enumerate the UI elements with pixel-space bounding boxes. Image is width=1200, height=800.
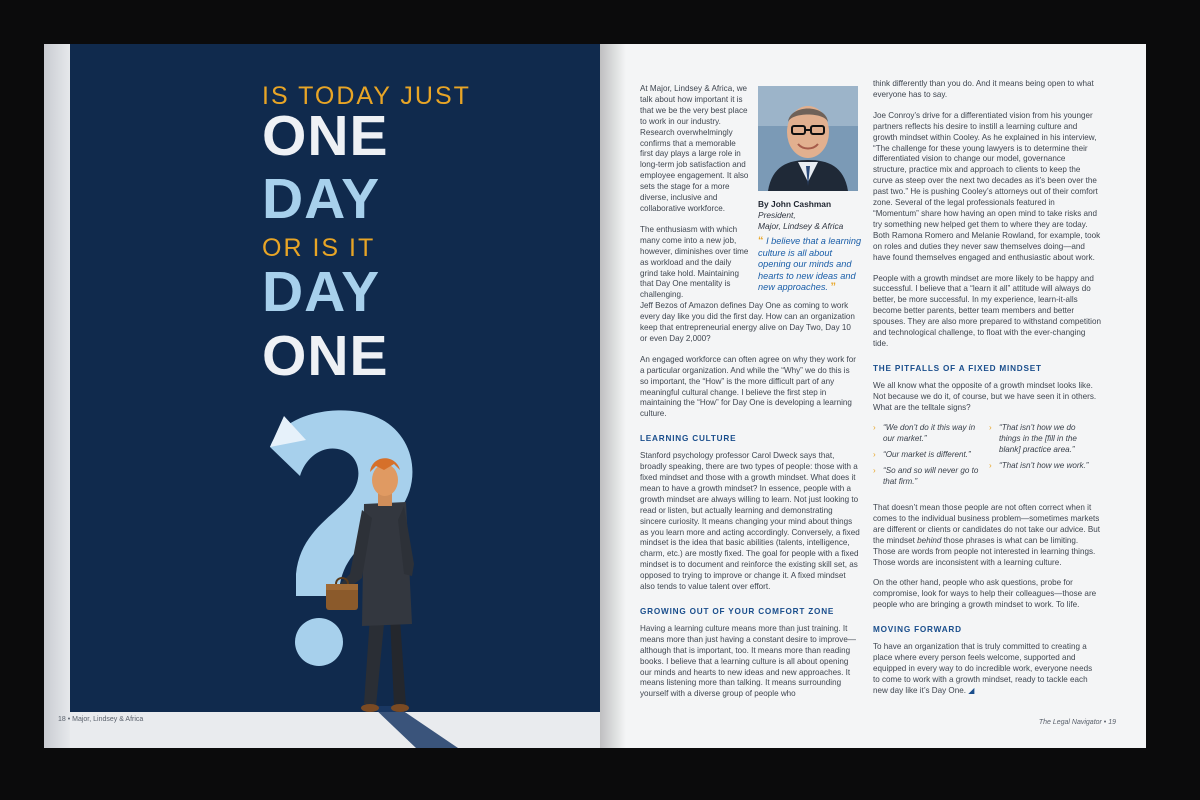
- list-item: › “Our market is different.”: [873, 450, 971, 460]
- intro-paragraph: At Major, Lindsey & Africa, we talk about how important it is that we be the very best place to work in our industry. Research overwhelmingly confirms that a memorable first day plays a large role in long-term job satisfaction and employee engagement. It also sets the stage for a more diverse, inclusive and collaborative workforce.: [640, 84, 749, 213]
- right-page: [600, 44, 1146, 748]
- bullet-arrow-icon: ›: [873, 423, 876, 433]
- bullet-column-right: [989, 423, 1095, 493]
- quote-open-icon: “: [758, 235, 764, 247]
- paragraph-conroy: Joe Conroy’s drive for a differentiated vision from his younger partners reflects his desire to instill a learning culture and growth mindset within Cooley. As he explained in his interview, “The challenge for these young lawyers is to determine their differentiated vision to change our model, governance structure, practice mix and approach to clients to keep the curve as steep over the next two decades as it’s been over the past two.” He is pushing Cooley’s attorneys out of their comfort zone. Several of the legal professionals featured in “Momentum” share how having an open mind to take risks and try something new helped get them to where they are today. Both Ramona Romero and Melanie Rowland, for example, took on roles and duties they never saw themselves doing—and have found themselves engaged and enthusiastic about work.: [873, 110, 1101, 262]
- question-mark-illustration: [44, 44, 600, 748]
- author-title: President,: [758, 210, 796, 220]
- left-page: [44, 44, 600, 748]
- bullet-column-left: [873, 423, 979, 493]
- paragraph-enthusiasm: The enthusiasm with which many come into a new job, however, diminishes over time as workload and the daily grind take hold. Maintaining that Day One mentality is challenging.: [640, 224, 749, 300]
- right-page-folio: The Legal Navigator • 19: [1038, 719, 1116, 726]
- bullet-arrow-icon: ›: [873, 450, 876, 460]
- headline-line-3: DAY: [262, 167, 381, 231]
- paragraph-pitfalls: We all know what the opposite of a growth mindset looks like. Not because we do it, of course, but we have seen it in others. What are the telltale signs?: [873, 380, 1097, 412]
- pull-quote-text: I believe that a learning culture is all about opening our minds and hearts to new ideas and new approaches.: [758, 236, 862, 293]
- heading-moving-forward: MOVING FORWARD: [873, 625, 962, 635]
- paragraph-moving-forward: To have an organization that is truly committed to creating a place where every person feels welcome, supported and equipped in every way to do incredible work, everyone needs to come to work with a growth mindset, ready to tackle each new day like it’s Day One. ◢: [873, 642, 1093, 695]
- quote-close-icon: ”: [830, 281, 837, 294]
- author-portrait: [758, 86, 858, 191]
- telltale-signs-list: [873, 423, 1101, 493]
- paragraph-mindset-behind: That doesn’t mean those people are not often correct when it comes to the individual business problem—sometimes markets are different or clients or candidates do not take our advice. But the mindset behind those phrases is what can be limiting. Those are words from people not interested in learning things. Those words are inconsistent with a learning culture.: [873, 503, 1101, 567]
- heading-pitfalls: THE PITFALLS OF A FIXED MINDSET: [873, 363, 1042, 373]
- headline-line-4: OR IS IT: [262, 234, 376, 262]
- list-item: › “That isn’t how we work.”: [989, 461, 1089, 471]
- paragraph-other-hand: On the other hand, people who ask questions, probe for compromise, look for ways to help their colleagues—those are people who are bringing a growth mindset to work. To life.: [873, 578, 1097, 610]
- list-item: › “So and so will never go to that firm.”: [873, 466, 979, 487]
- pull-quote: [758, 236, 866, 294]
- headline-line-1: IS TODAY JUST: [262, 82, 471, 110]
- end-mark-icon: ◢: [968, 685, 975, 695]
- headline-line-2: ONE: [262, 104, 389, 168]
- bullet-arrow-icon: ›: [989, 461, 992, 471]
- paragraph-bezos: Jeff Bezos of Amazon defines Day One as coming to work every day like you did the first day. How can an organization keep that entrepreneurial energy alive on Day Two, Day 10 or even Day 2,000?: [640, 301, 855, 343]
- paragraph-comfort-zone: Having a learning culture means more than just training. It means more than just having a constant desire to improve—although that is important, too. It means more than reading books. I believe that a learning culture is all about opening our minds and hearts to new ideas and new approaches. It means listening more than talking. It means surrounding yourself with a diverse group of people who: [640, 623, 856, 699]
- paragraph-growth-happy: People with a growth mindset are more likely to be happy and successful. I believe that a “learn it all” attitude will always do better, be more successful. In my experience, learn-it-alls become better parents, better team members and better spouses. They are also more prepared to withstand competition and technological challenge, to float with the ever-changing tide.: [873, 273, 1101, 348]
- text-column-right: [873, 79, 1101, 707]
- list-item: › “That isn’t how we do things in the [fill in the blank] practice area.”: [989, 423, 1077, 455]
- heading-learning-culture: LEARNING CULTURE: [640, 434, 737, 444]
- left-page-folio: 18 • Major, Lindsey & Africa: [58, 716, 144, 723]
- author-byline: [758, 199, 866, 232]
- bullet-arrow-icon: ›: [989, 423, 992, 433]
- author-company: Major, Lindsey & Africa: [758, 221, 844, 231]
- bullet-arrow-icon: ›: [873, 466, 876, 476]
- paragraph-think-differently: think differently than you do. And it means being open to what everyone has to say.: [873, 79, 1094, 99]
- heading-comfort-zone: GROWING OUT OF YOUR COMFORT ZONE: [640, 606, 835, 616]
- author-name: By John Cashman: [758, 199, 832, 209]
- paragraph-learning-culture: Stanford psychology professor Carol Dweck says that, broadly speaking, there are two types of people: those with a fixed mindset and those with a growth mindset. What does it mean to have a growth mindset? In essence, people with a growth mindset are always willing to learn. Not just looking to read or listen, but actually learning and demonstrating sincere curiosity. It means changing your mind about things as you learn more and acting accordingly. Conversely, a fixed mindset is the idea that basic abilities (talents, intelligence, charm, etc.) are mostly fixed. The goal for people with a fixed mindset is to document and reinforce the existing skill set, as opposed to trying to improve or change it. A fixed mindset also tends to value talent over effort.: [640, 451, 860, 592]
- paragraph-why-how: An engaged workforce can often agree on why they work for a particular organization. And while the “Why” we do this is so important, the “How” is the more difficult part of any meaningful cultural change. I believe the first step in maintaining the “How” for Day One is developing a learning culture.: [640, 354, 856, 419]
- figure-shadow: [372, 706, 458, 748]
- list-item: › “We don’t do it this way in our market.”: [873, 423, 976, 444]
- headline-line-6: ONE: [262, 324, 389, 388]
- headline-line-5: DAY: [262, 260, 381, 324]
